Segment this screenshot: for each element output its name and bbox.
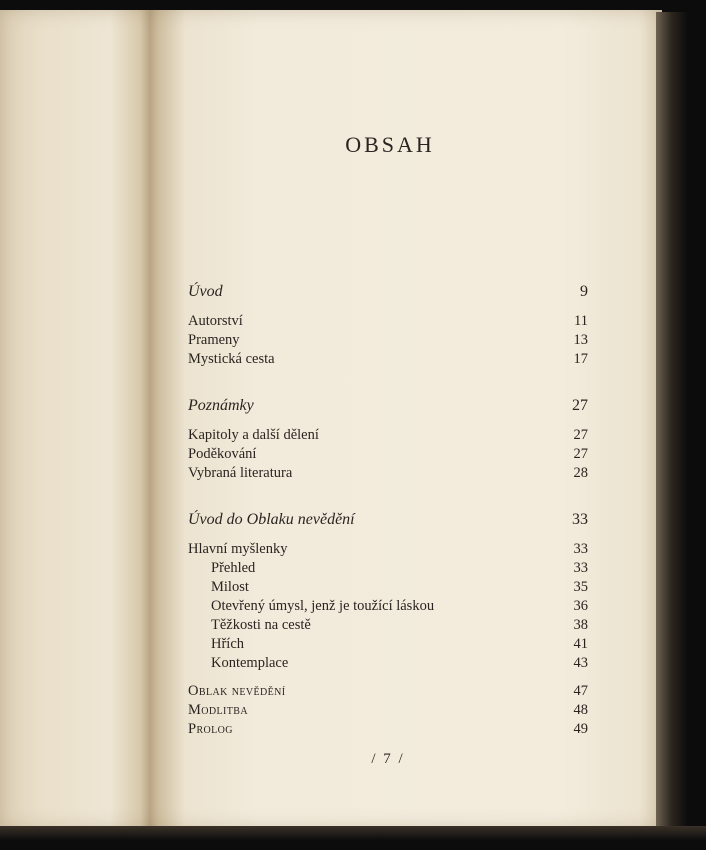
toc-heading-uvod-do-oblaku	[188, 510, 588, 530]
toc-work	[188, 681, 588, 701]
toc-page-number: 43	[573, 655, 588, 671]
toc-subentry-label: Milost	[211, 579, 249, 595]
toc-page-number: 35	[573, 579, 588, 595]
toc-page-number: 9	[580, 283, 588, 300]
toc-page-number: 27	[573, 427, 588, 443]
toc-entry-label: Kapitoly a další dělení	[188, 427, 319, 443]
toc-work-label: Prolog	[188, 721, 233, 737]
toc-page-number: 33	[572, 511, 588, 528]
toc-subentry-label: Otevřený úmysl, jenž je toužící láskou	[211, 598, 435, 614]
page-folio: / 7 /	[371, 751, 405, 767]
toc-page-number: 13	[573, 332, 588, 348]
toc-work-label: Oblak nevědění	[188, 683, 286, 699]
toc-entry-label: Prameny	[188, 332, 240, 348]
toc-page-number: 33	[573, 541, 588, 557]
toc-entry	[188, 444, 588, 464]
toc-page-number: 28	[573, 465, 588, 481]
toc-page-number: 27	[572, 397, 588, 414]
toc-page-number: 47	[573, 683, 588, 699]
toc-entry	[188, 463, 588, 483]
toc-entry-label: Vybraná literatura	[188, 465, 293, 481]
toc-entry-label: Poděkování	[188, 446, 257, 462]
toc-heading-label: Poznámky	[188, 397, 254, 414]
toc-page-number: 41	[573, 636, 588, 652]
toc-page-number: 33	[573, 560, 588, 576]
toc-work	[188, 719, 588, 739]
toc-subentry-label: Přehled	[211, 560, 256, 576]
toc-page-number: 11	[574, 313, 588, 329]
toc-heading-label: Úvod do Oblaku nevědění	[188, 511, 355, 528]
toc-entry	[188, 349, 588, 369]
toc-heading-label: Úvod	[188, 283, 223, 300]
toc-subentry	[188, 634, 588, 654]
toc-subentry-label: Kontemplace	[211, 655, 289, 671]
toc-entry	[188, 425, 588, 445]
toc-subentry-label: Hřích	[211, 636, 245, 652]
toc-page-number: 17	[573, 351, 588, 367]
toc-subentry-label: Těžkosti na cestě	[211, 617, 311, 633]
toc-heading-poznamky	[188, 396, 588, 416]
toc-work-label: Modlitba	[188, 702, 248, 718]
toc-subentry	[188, 558, 588, 578]
toc-entry-label: Mystická cesta	[188, 351, 275, 367]
toc-subentry	[188, 615, 588, 635]
toc-page-number: 38	[573, 617, 588, 633]
toc-page-number: 36	[573, 598, 588, 614]
toc-title: OBSAH	[345, 132, 435, 157]
toc-page-number: 49	[573, 721, 588, 737]
toc-entry	[188, 539, 588, 559]
toc-subentry	[188, 653, 588, 673]
toc-work	[188, 700, 588, 720]
toc-entry	[188, 311, 588, 331]
toc-page-number: 27	[573, 446, 588, 462]
toc-entry-label: Autorství	[188, 313, 243, 329]
toc-subentry	[188, 596, 588, 616]
toc-entry-label: Hlavní myšlenky	[188, 541, 288, 557]
toc-subentry	[188, 577, 588, 597]
toc-heading-uvod	[188, 282, 588, 302]
toc-entry	[188, 330, 588, 350]
toc-page-number: 48	[573, 702, 588, 718]
